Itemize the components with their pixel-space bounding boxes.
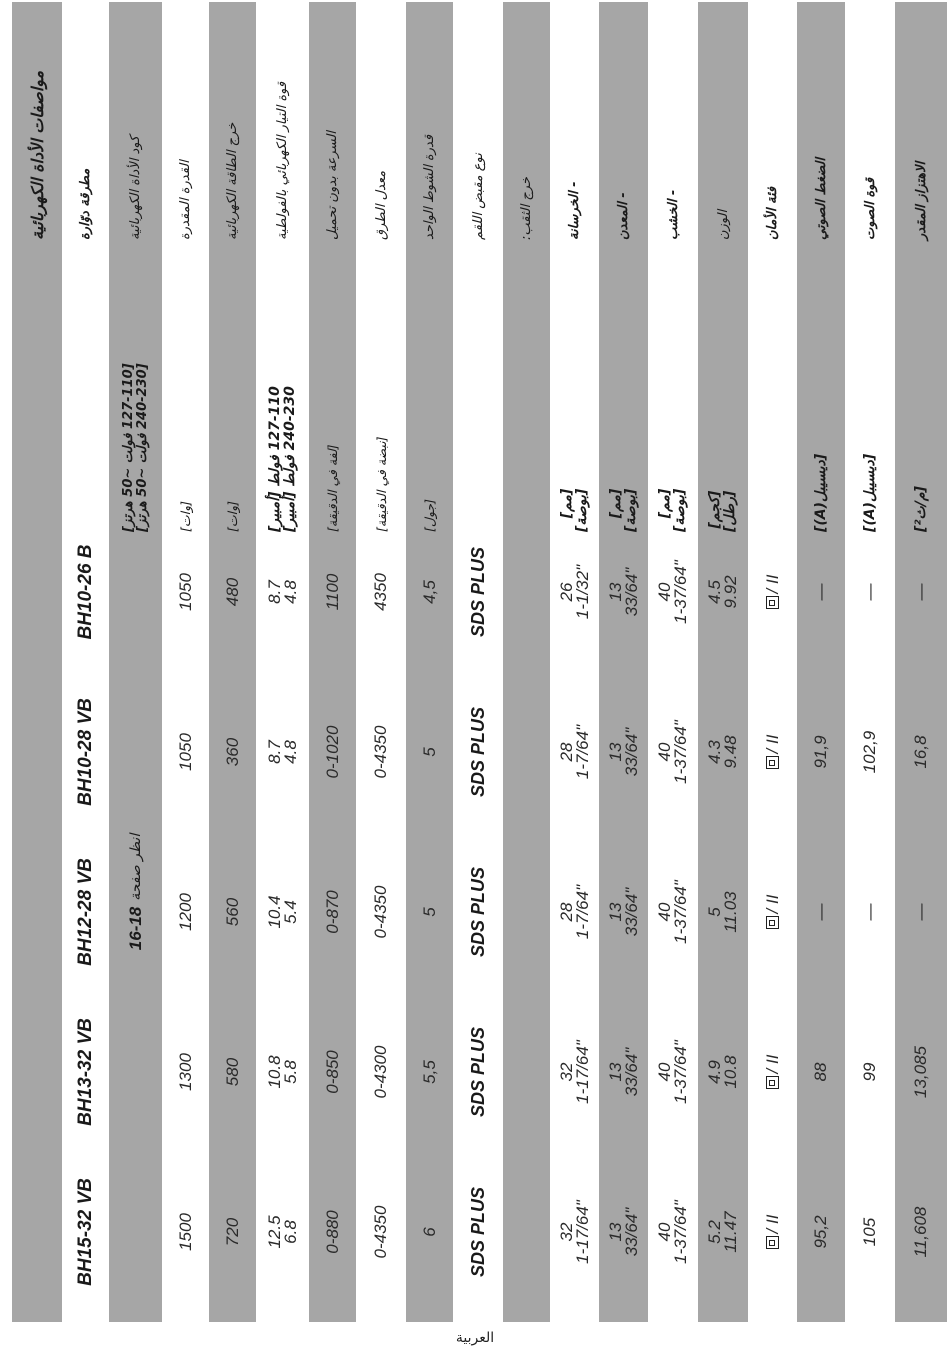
value-cell: 5 — [419, 907, 439, 917]
value-cell: 32 1-17/64" — [556, 1040, 592, 1104]
concrete-row — [550, 2, 599, 1322]
value-cell: 99 — [860, 1062, 879, 1082]
unit-text: 127-110 فولط [أمبير] 240-230 فولط [أمبير] — [266, 386, 298, 532]
value-cell: SDS PLUS — [468, 1026, 488, 1118]
value-cell: 0-880 — [322, 1210, 342, 1254]
value-cell: 40 1-37/64" — [655, 720, 690, 784]
value-cell: 1300 — [175, 1053, 195, 1091]
value-cell: 1050 — [175, 573, 195, 611]
value-cell: 1500 — [175, 1213, 195, 1251]
sound-pressure-row — [797, 2, 845, 1322]
value-cell: 40 1-37/64" — [655, 1040, 690, 1104]
value-cell — [748, 992, 797, 1152]
model-name: BH13-32 VB — [74, 1018, 96, 1126]
value-cell: — — [860, 903, 879, 921]
value-cell: 13,085 — [911, 1046, 930, 1098]
value-cell: 0-4350 — [371, 885, 390, 939]
value-cell: 6 — [419, 1227, 439, 1237]
value-cell: 720 — [222, 1217, 242, 1247]
wood-row — [648, 2, 698, 1322]
value-cell: — — [811, 903, 830, 921]
row-label: قوة التيار الكهربائي بالفولطية — [275, 81, 290, 240]
value-cell: 40 1-37/64" — [655, 560, 690, 624]
value-cell: 480 — [222, 577, 242, 607]
see-page-numbers: 16-18 — [125, 906, 145, 951]
value-cell: 95,2 — [811, 1215, 830, 1249]
model-name: BH12-28 VB — [74, 858, 96, 966]
value-cell — [748, 512, 797, 672]
double-insulation-icon — [766, 756, 779, 769]
chuck-row — [453, 2, 503, 1322]
impact-energy-row — [406, 2, 453, 1322]
see-page-text: انظر صفحة — [127, 833, 144, 901]
value-cell: 13 33/64" — [605, 727, 641, 777]
value-cell: 0-4350 — [371, 1205, 390, 1259]
row-label: الوزن — [715, 209, 731, 240]
value-cell: 13 33/64" — [605, 1207, 641, 1257]
value-cell: 0-850 — [322, 1050, 342, 1094]
value-cell: 102,9 — [860, 730, 879, 774]
safety-class-text: / II — [762, 734, 782, 754]
value-cell — [748, 1152, 797, 1312]
value-cell: — — [911, 903, 930, 921]
value-cell: 28 1-7/64" — [556, 884, 592, 940]
double-insulation-icon — [766, 1076, 779, 1089]
value-cell: 5.2 11.47 — [705, 1211, 740, 1253]
unit-text: [لفة في الدقيقة] — [325, 444, 340, 532]
value-cell: 105 — [860, 1217, 879, 1247]
value-cell — [748, 832, 797, 992]
row-label: - الخشب — [665, 189, 681, 240]
page-language-footer: العربية — [455, 1330, 495, 1346]
value-cell: SDS PLUS — [468, 546, 488, 638]
table-title: مواصفات الأداة الكهربائية — [27, 70, 47, 240]
row-label: قدرة الشوط الواحد — [422, 134, 437, 240]
unit-text: [جول] — [422, 498, 437, 532]
value-cell: 4350 — [371, 573, 390, 611]
value-cell: 11,608 — [911, 1206, 930, 1258]
double-insulation-icon — [766, 1236, 779, 1249]
safety-class-text: / II — [762, 1214, 782, 1234]
row-label: القدرة المقدرة — [178, 160, 193, 240]
value-cell: 13 33/64" — [605, 567, 641, 617]
value-cell: 0-4300 — [371, 1045, 390, 1099]
unit-text: [نبضة في الدقيقة] — [373, 436, 389, 532]
value-cell: 560 — [222, 897, 242, 927]
value-cell: 8.7 4.8 — [264, 740, 300, 764]
table-header-row — [12, 2, 62, 1322]
double-insulation-icon — [766, 596, 779, 609]
spec-table — [12, 2, 947, 1322]
value-cell: SDS PLUS — [468, 1186, 488, 1278]
row-label: - المعدن — [616, 192, 631, 240]
unit-text: [كجم] [رطل] — [707, 490, 738, 532]
value-cell: 32 1-17/64" — [556, 1200, 592, 1264]
safety-class-row — [748, 2, 797, 1322]
unit-text: [م/ث²] — [912, 486, 929, 532]
value-cell: 1200 — [175, 893, 195, 931]
value-cell: 13 33/64" — [605, 887, 641, 937]
row-label: الضغط الصوتي — [813, 158, 829, 240]
value-cell: 26 1-1/32" — [556, 564, 592, 620]
unit-text: [مم] [بوصة] — [558, 488, 590, 532]
code-unit: [127-110 فولت ~50 هرتز] [240-230 فولت ~50 هرتز] — [120, 363, 150, 532]
value-cell: 10.4 5.4 — [264, 895, 300, 929]
unit-text: [ديسيبل(A)] — [861, 453, 878, 532]
drill-capacity-header-row — [503, 2, 550, 1322]
value-cell: 1100 — [322, 573, 342, 611]
value-cell: — — [860, 583, 879, 601]
unit-text: [وات] — [178, 500, 193, 532]
value-cell: 88 — [811, 1062, 830, 1082]
model-name: BH15-32 VB — [74, 1178, 96, 1286]
model-name: BH10-26 B — [74, 544, 96, 640]
value-cell: 580 — [222, 1057, 242, 1087]
input-power-row — [162, 2, 209, 1322]
value-cell: 0-1020 — [322, 725, 342, 779]
value-cell: 4.3 9.48 — [705, 735, 740, 769]
unit-text: [مم] [بوصة] — [607, 488, 639, 532]
value-cell: SDS PLUS — [468, 866, 488, 958]
vibration-row — [895, 2, 947, 1322]
code-row — [109, 2, 162, 1322]
safety-class-text: / II — [762, 894, 782, 914]
value-cell: 40 1-37/64" — [655, 1200, 690, 1264]
value-cell: 4.9 10.8 — [705, 1055, 740, 1089]
row-label: قوة الصوت — [862, 177, 878, 240]
impact-rate-row — [356, 2, 406, 1322]
value-cell: 4.5 9.92 — [705, 575, 740, 609]
speed-row — [309, 2, 356, 1322]
row-label: - الخرسانة — [567, 181, 582, 240]
row-label: الاهتزاز المقدر — [913, 161, 929, 240]
value-cell: 13 33/64" — [605, 1047, 641, 1097]
value-cell: 5 — [419, 747, 439, 757]
unit-text: [ديسيبل(A)] — [812, 453, 829, 532]
value-cell: 1050 — [175, 733, 195, 771]
value-cell: 0-870 — [322, 890, 342, 934]
model-name: BH10-28 VB — [74, 698, 96, 806]
tool-type-label: مطرقة دوّارة — [78, 168, 93, 240]
unit-text: [وات] — [225, 500, 240, 532]
row-label: نوع مقبض اللقم — [470, 153, 486, 240]
value-cell: — — [811, 583, 830, 601]
models-row — [62, 2, 109, 1322]
safety-class-text: / II — [762, 574, 782, 594]
value-cell: 5,5 — [419, 1060, 439, 1084]
value-cell: 8.7 4.8 — [264, 580, 300, 604]
value-cell: — — [911, 583, 930, 601]
code-label: كود الأداة الكهربائية — [128, 135, 143, 240]
value-cell: 28 1-7/64" — [556, 724, 592, 780]
see-page-note — [109, 792, 162, 992]
value-cell: 10.8 5.8 — [264, 1055, 300, 1089]
row-label: خرج الثقب: — [519, 177, 534, 240]
metal-row — [599, 2, 648, 1322]
value-cell: 91,9 — [811, 735, 830, 769]
current-row — [256, 2, 309, 1322]
weight-row — [698, 2, 748, 1322]
value-cell: 0-4350 — [371, 725, 390, 779]
value-cell: 4,5 — [419, 580, 439, 604]
row-label: معدل الطرق — [373, 170, 389, 240]
value-cell: 360 — [222, 737, 242, 767]
value-cell — [748, 672, 797, 832]
row-label: فئة الأمان — [765, 186, 780, 240]
output-power-row — [209, 2, 256, 1322]
value-cell: 16,8 — [911, 735, 930, 769]
unit-text: [مم] [بوصة] — [657, 488, 688, 532]
row-label: خرج الطاقة الكهربائية — [225, 122, 240, 240]
value-cell: 40 1-37/64" — [655, 880, 690, 944]
double-insulation-icon — [766, 916, 779, 929]
value-cell: 12.5 6.8 — [264, 1215, 300, 1249]
row-label: السرعة بدون تحميل — [325, 131, 340, 240]
value-cell: SDS PLUS — [468, 706, 488, 798]
sound-power-row — [845, 2, 895, 1322]
value-cell: 5 11.03 — [705, 891, 740, 933]
safety-class-text: / II — [762, 1054, 782, 1074]
